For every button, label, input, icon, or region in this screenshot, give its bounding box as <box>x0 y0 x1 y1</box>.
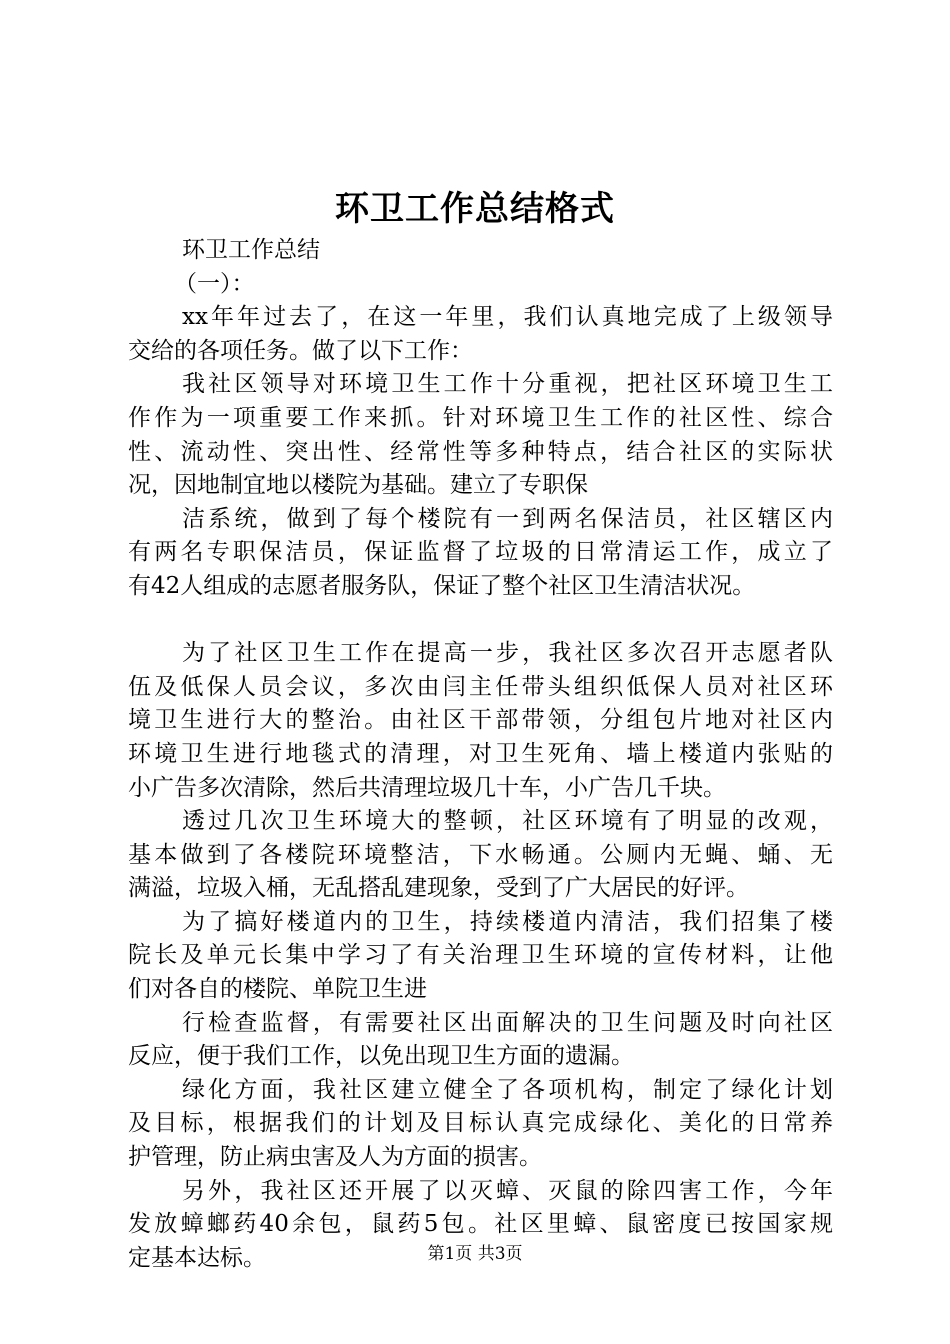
paragraph-line: 性、流动性、突出性、经常性等多种特点，结合社区的实际状 <box>128 438 833 465</box>
blank-line <box>128 604 833 638</box>
document-body <box>128 234 833 1275</box>
paragraph-line: 另外，我社区还开展了以灭蟑、灭鼠的除四害工作，今年 <box>182 1177 833 1204</box>
paragraph-line: 洁系统，做到了每个楼院有一到两名保洁员，社区辖区内 <box>182 505 833 532</box>
paragraph-line: 护管理，防止病虫害及人为方面的损害。 <box>128 1144 542 1171</box>
paragraph-line: 及目标，根据我们的计划及目标认真完成绿化、美化的日常养 <box>128 1110 833 1137</box>
paragraph-line: 伍及低保人员会议，多次由闫主任带头组织低保人员对社区环 <box>128 673 833 700</box>
paragraph-line: xx年年过去了，在这一年里，我们认真地完成了上级领导 <box>182 304 833 331</box>
paragraph-line: 为了社区卫生工作在提高一步，我社区多次召开志愿者队 <box>182 640 833 667</box>
paragraph-line: 况，因地制宜地以楼院为基础。建立了专职保 <box>128 472 588 499</box>
paragraph-line: 我社区领导对环境卫生工作十分重视，把社区环境卫生工 <box>182 371 833 398</box>
paragraph-line: 定基本达标。 <box>128 1244 266 1271</box>
paragraph-line: 行检查监督，有需要社区出面解决的卫生问题及时向社区 <box>182 1009 833 1036</box>
paragraph-line: 透过几次卫生环境大的整顿，社区环境有了明显的改观， <box>182 808 833 835</box>
paragraph-line: 有两名专职保洁员，保证监督了垃圾的日常清运工作，成立了 <box>128 539 833 566</box>
document-title: 环卫工作总结格式 <box>335 189 615 229</box>
paragraph-line: 满溢，垃圾入桶，无乱搭乱建现象，受到了广大居民的好评。 <box>128 875 749 902</box>
paragraph-line: 绿化方面，我社区建立健全了各项机构，制定了绿化计划 <box>182 1076 833 1103</box>
paragraph-line: 环境卫生进行地毯式的清理，对卫生死角、墙上楼道内张贴的 <box>128 740 833 767</box>
paragraph-line: 院长及单元长集中学习了有关治理卫生环境的宣传材料，让他 <box>128 942 833 969</box>
section-heading: 环卫工作总结 <box>182 237 320 263</box>
paragraph-line: 作作为一项重要工作来抓。针对环境卫生工作的社区性、综合 <box>128 404 833 431</box>
paragraph-line: 们对各自的楼院、单院卫生进 <box>128 976 427 1003</box>
page-number-footer: 第1页 共3页 <box>427 1244 523 1264</box>
paragraph-line: 有42人组成的志愿者服务队，保证了整个社区卫生清洁状况。 <box>128 572 756 599</box>
paragraph-line: 基本做到了各楼院环境整洁，下水畅通。公厕内无蝇、蛹、无 <box>128 841 833 868</box>
section-number: （一）： <box>174 270 255 297</box>
paragraph-line: 交给的各项任务。做了以下工作： <box>128 337 473 364</box>
paragraph-line: 小广告多次清除，然后共清理垃圾几十车，小广告几千块。 <box>128 774 726 801</box>
paragraph-line: 发放蟑螂药40余包，鼠药5包。社区里蟑、鼠密度已按国家规 <box>128 1211 833 1238</box>
paragraph-line: 反应，便于我们工作，以免出现卫生方面的遗漏。 <box>128 1043 634 1070</box>
paragraph-line: 为了搞好楼道内的卫生，持续楼道内清洁，我们招集了楼 <box>182 908 833 935</box>
paragraph-line: 境卫生进行大的整治。由社区干部带领，分组包片地对社区内 <box>128 707 833 734</box>
